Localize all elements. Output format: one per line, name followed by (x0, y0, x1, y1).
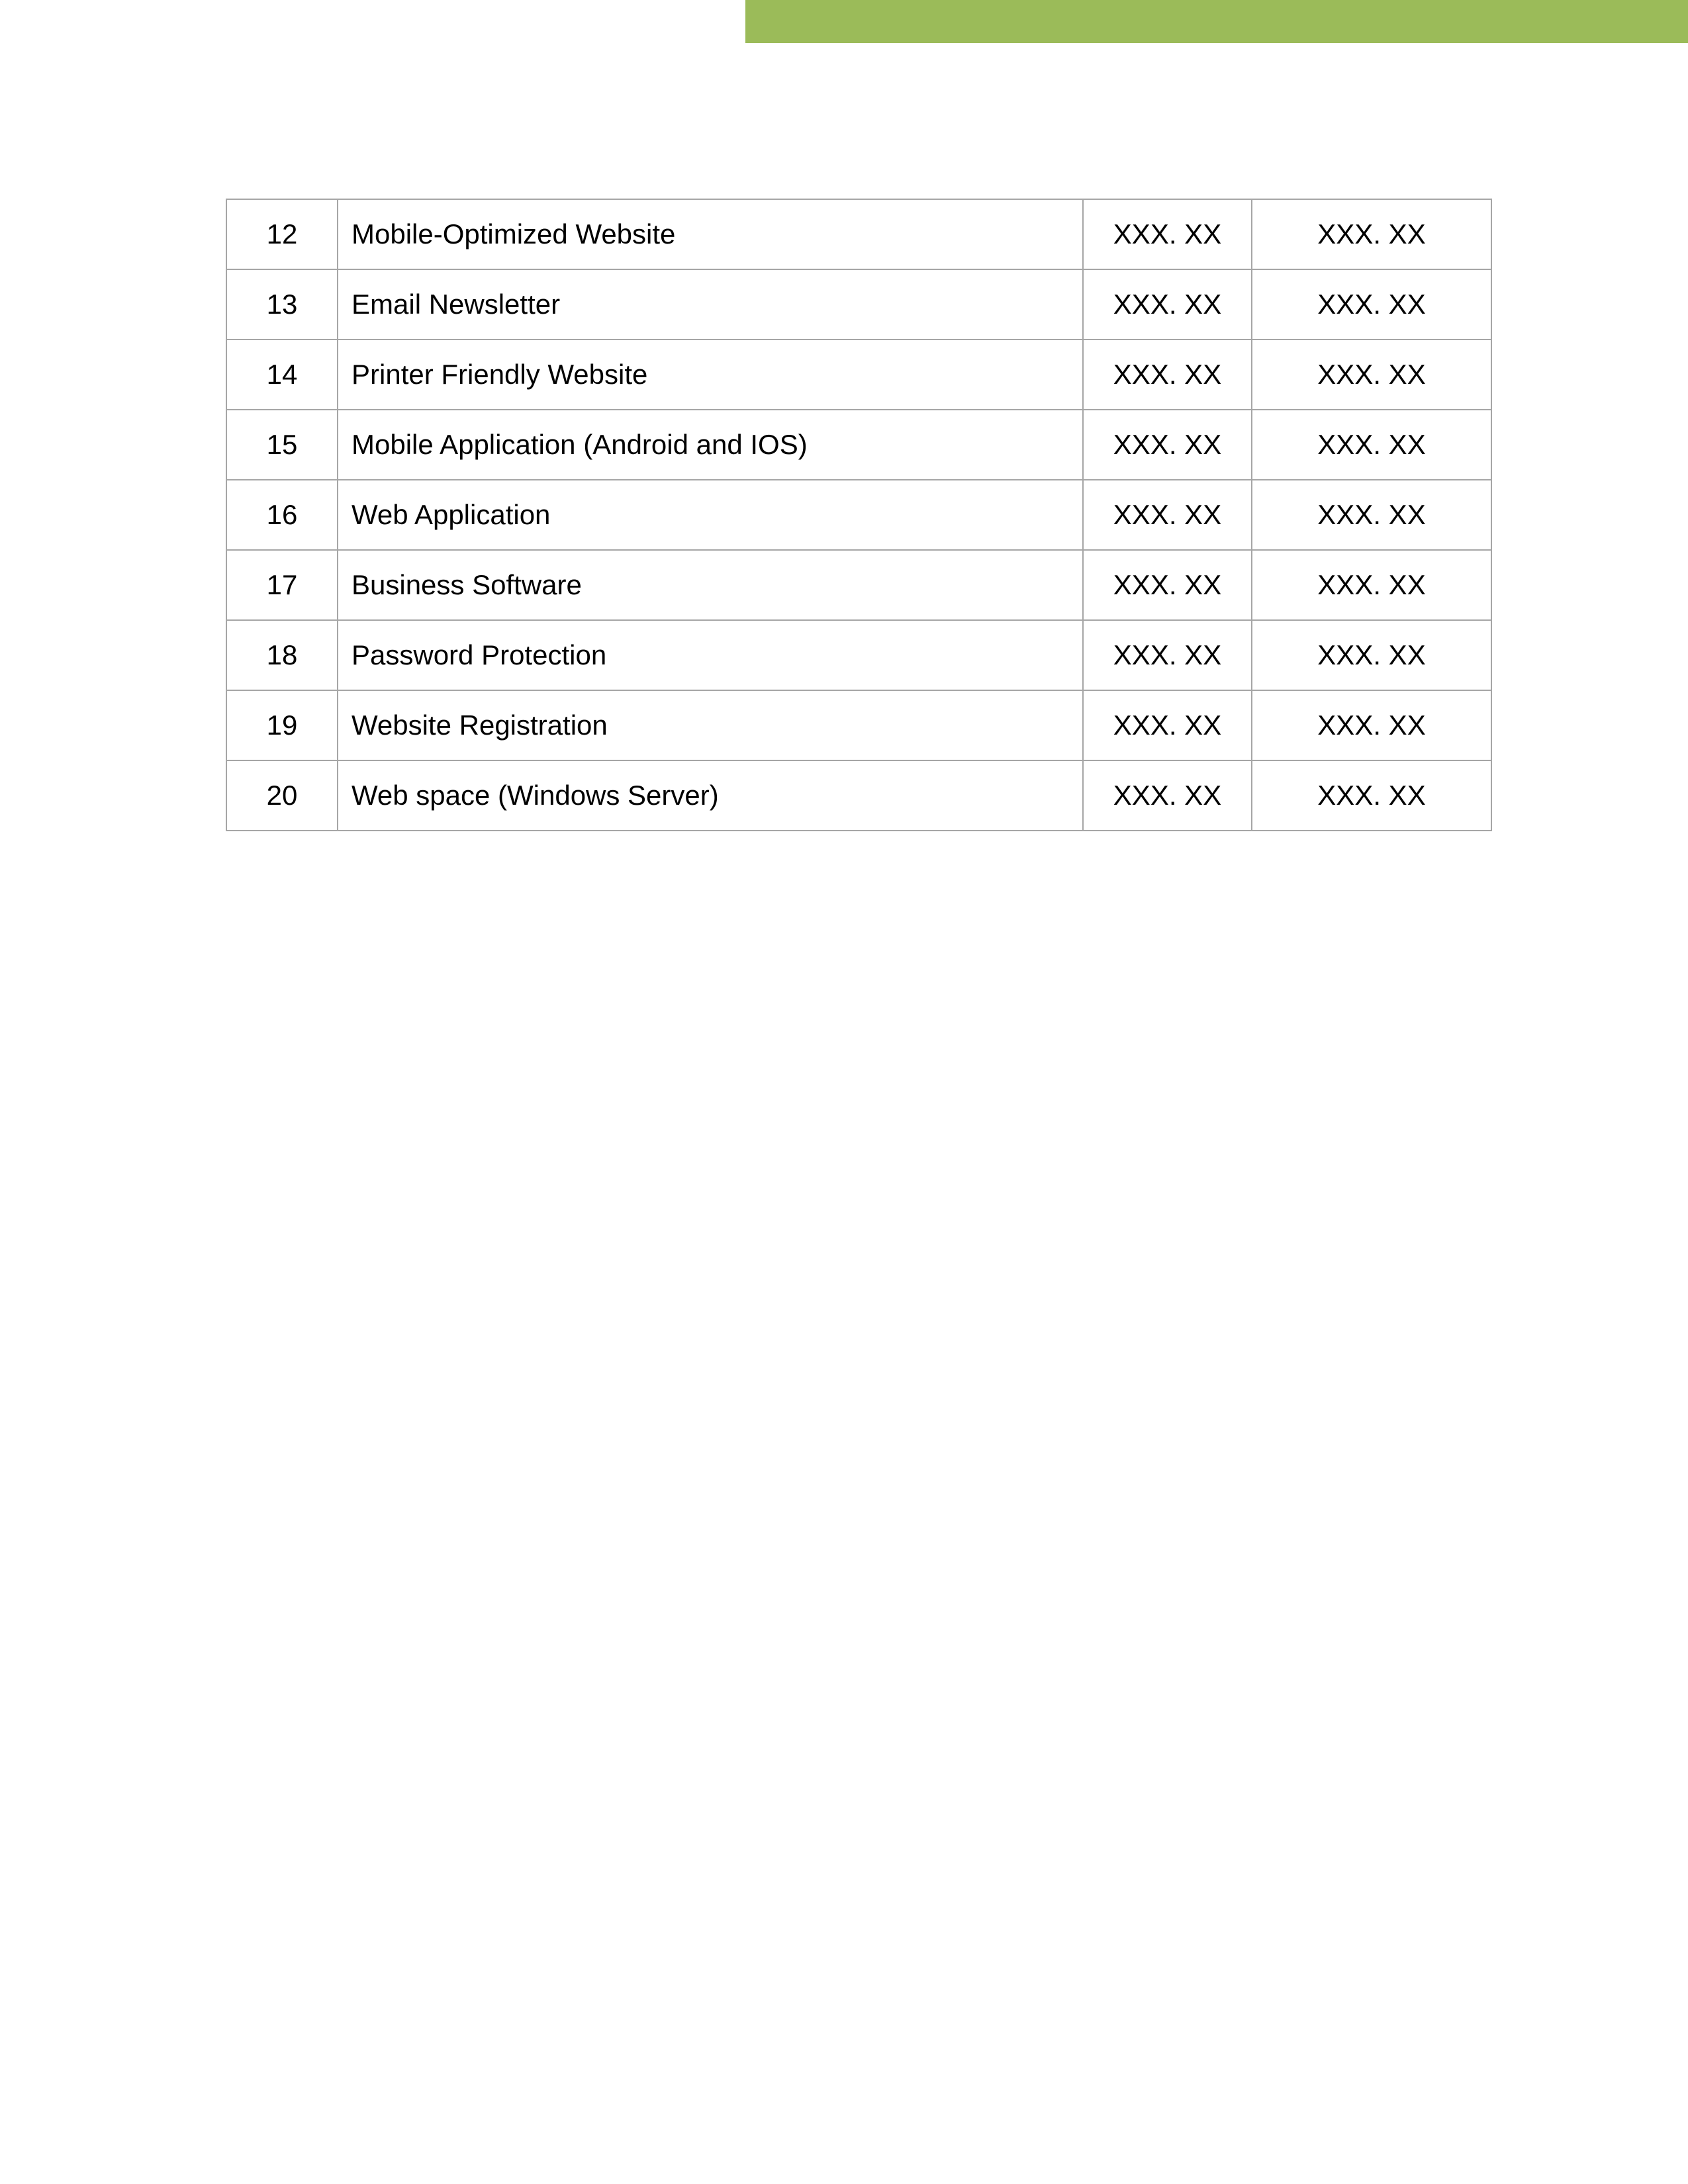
service-name: Web space (Windows Server) (338, 760, 1083, 831)
price-cell: XXX. XX (1252, 480, 1491, 550)
table-row (226, 340, 1491, 410)
row-number: 19 (226, 690, 338, 760)
table-row (226, 690, 1491, 760)
price-cell: XXX. XX (1252, 269, 1491, 340)
row-number: 16 (226, 480, 338, 550)
service-name: Email Newsletter (338, 269, 1083, 340)
price-cell: XXX. XX (1083, 550, 1252, 620)
price-cell: XXX. XX (1083, 199, 1252, 269)
table-row (226, 480, 1491, 550)
service-name: Web Application (338, 480, 1083, 550)
price-cell: XXX. XX (1083, 410, 1252, 480)
price-cell: XXX. XX (1083, 690, 1252, 760)
service-name: Password Protection (338, 620, 1083, 690)
price-cell: XXX. XX (1252, 620, 1491, 690)
row-number: 12 (226, 199, 338, 269)
row-number: 13 (226, 269, 338, 340)
header-accent-bar (745, 0, 1688, 43)
service-name: Printer Friendly Website (338, 340, 1083, 410)
table-row (226, 550, 1491, 620)
row-number: 15 (226, 410, 338, 480)
price-cell: XXX. XX (1083, 620, 1252, 690)
table-row (226, 760, 1491, 831)
table-row (226, 410, 1491, 480)
row-number: 14 (226, 340, 338, 410)
price-cell: XXX. XX (1252, 760, 1491, 831)
price-cell: XXX. XX (1083, 340, 1252, 410)
price-cell: XXX. XX (1083, 269, 1252, 340)
table-row (226, 620, 1491, 690)
service-name: Website Registration (338, 690, 1083, 760)
price-cell: XXX. XX (1252, 690, 1491, 760)
service-name: Business Software (338, 550, 1083, 620)
service-name: Mobile-Optimized Website (338, 199, 1083, 269)
price-cell: XXX. XX (1252, 550, 1491, 620)
service-name: Mobile Application (Android and IOS) (338, 410, 1083, 480)
price-cell: XXX. XX (1083, 760, 1252, 831)
row-number: 20 (226, 760, 338, 831)
pricing-table (226, 199, 1492, 831)
row-number: 17 (226, 550, 338, 620)
price-cell: XXX. XX (1252, 410, 1491, 480)
price-cell: XXX. XX (1083, 480, 1252, 550)
row-number: 18 (226, 620, 338, 690)
price-cell: XXX. XX (1252, 199, 1491, 269)
table-row (226, 269, 1491, 340)
price-cell: XXX. XX (1252, 340, 1491, 410)
table-row (226, 199, 1491, 269)
